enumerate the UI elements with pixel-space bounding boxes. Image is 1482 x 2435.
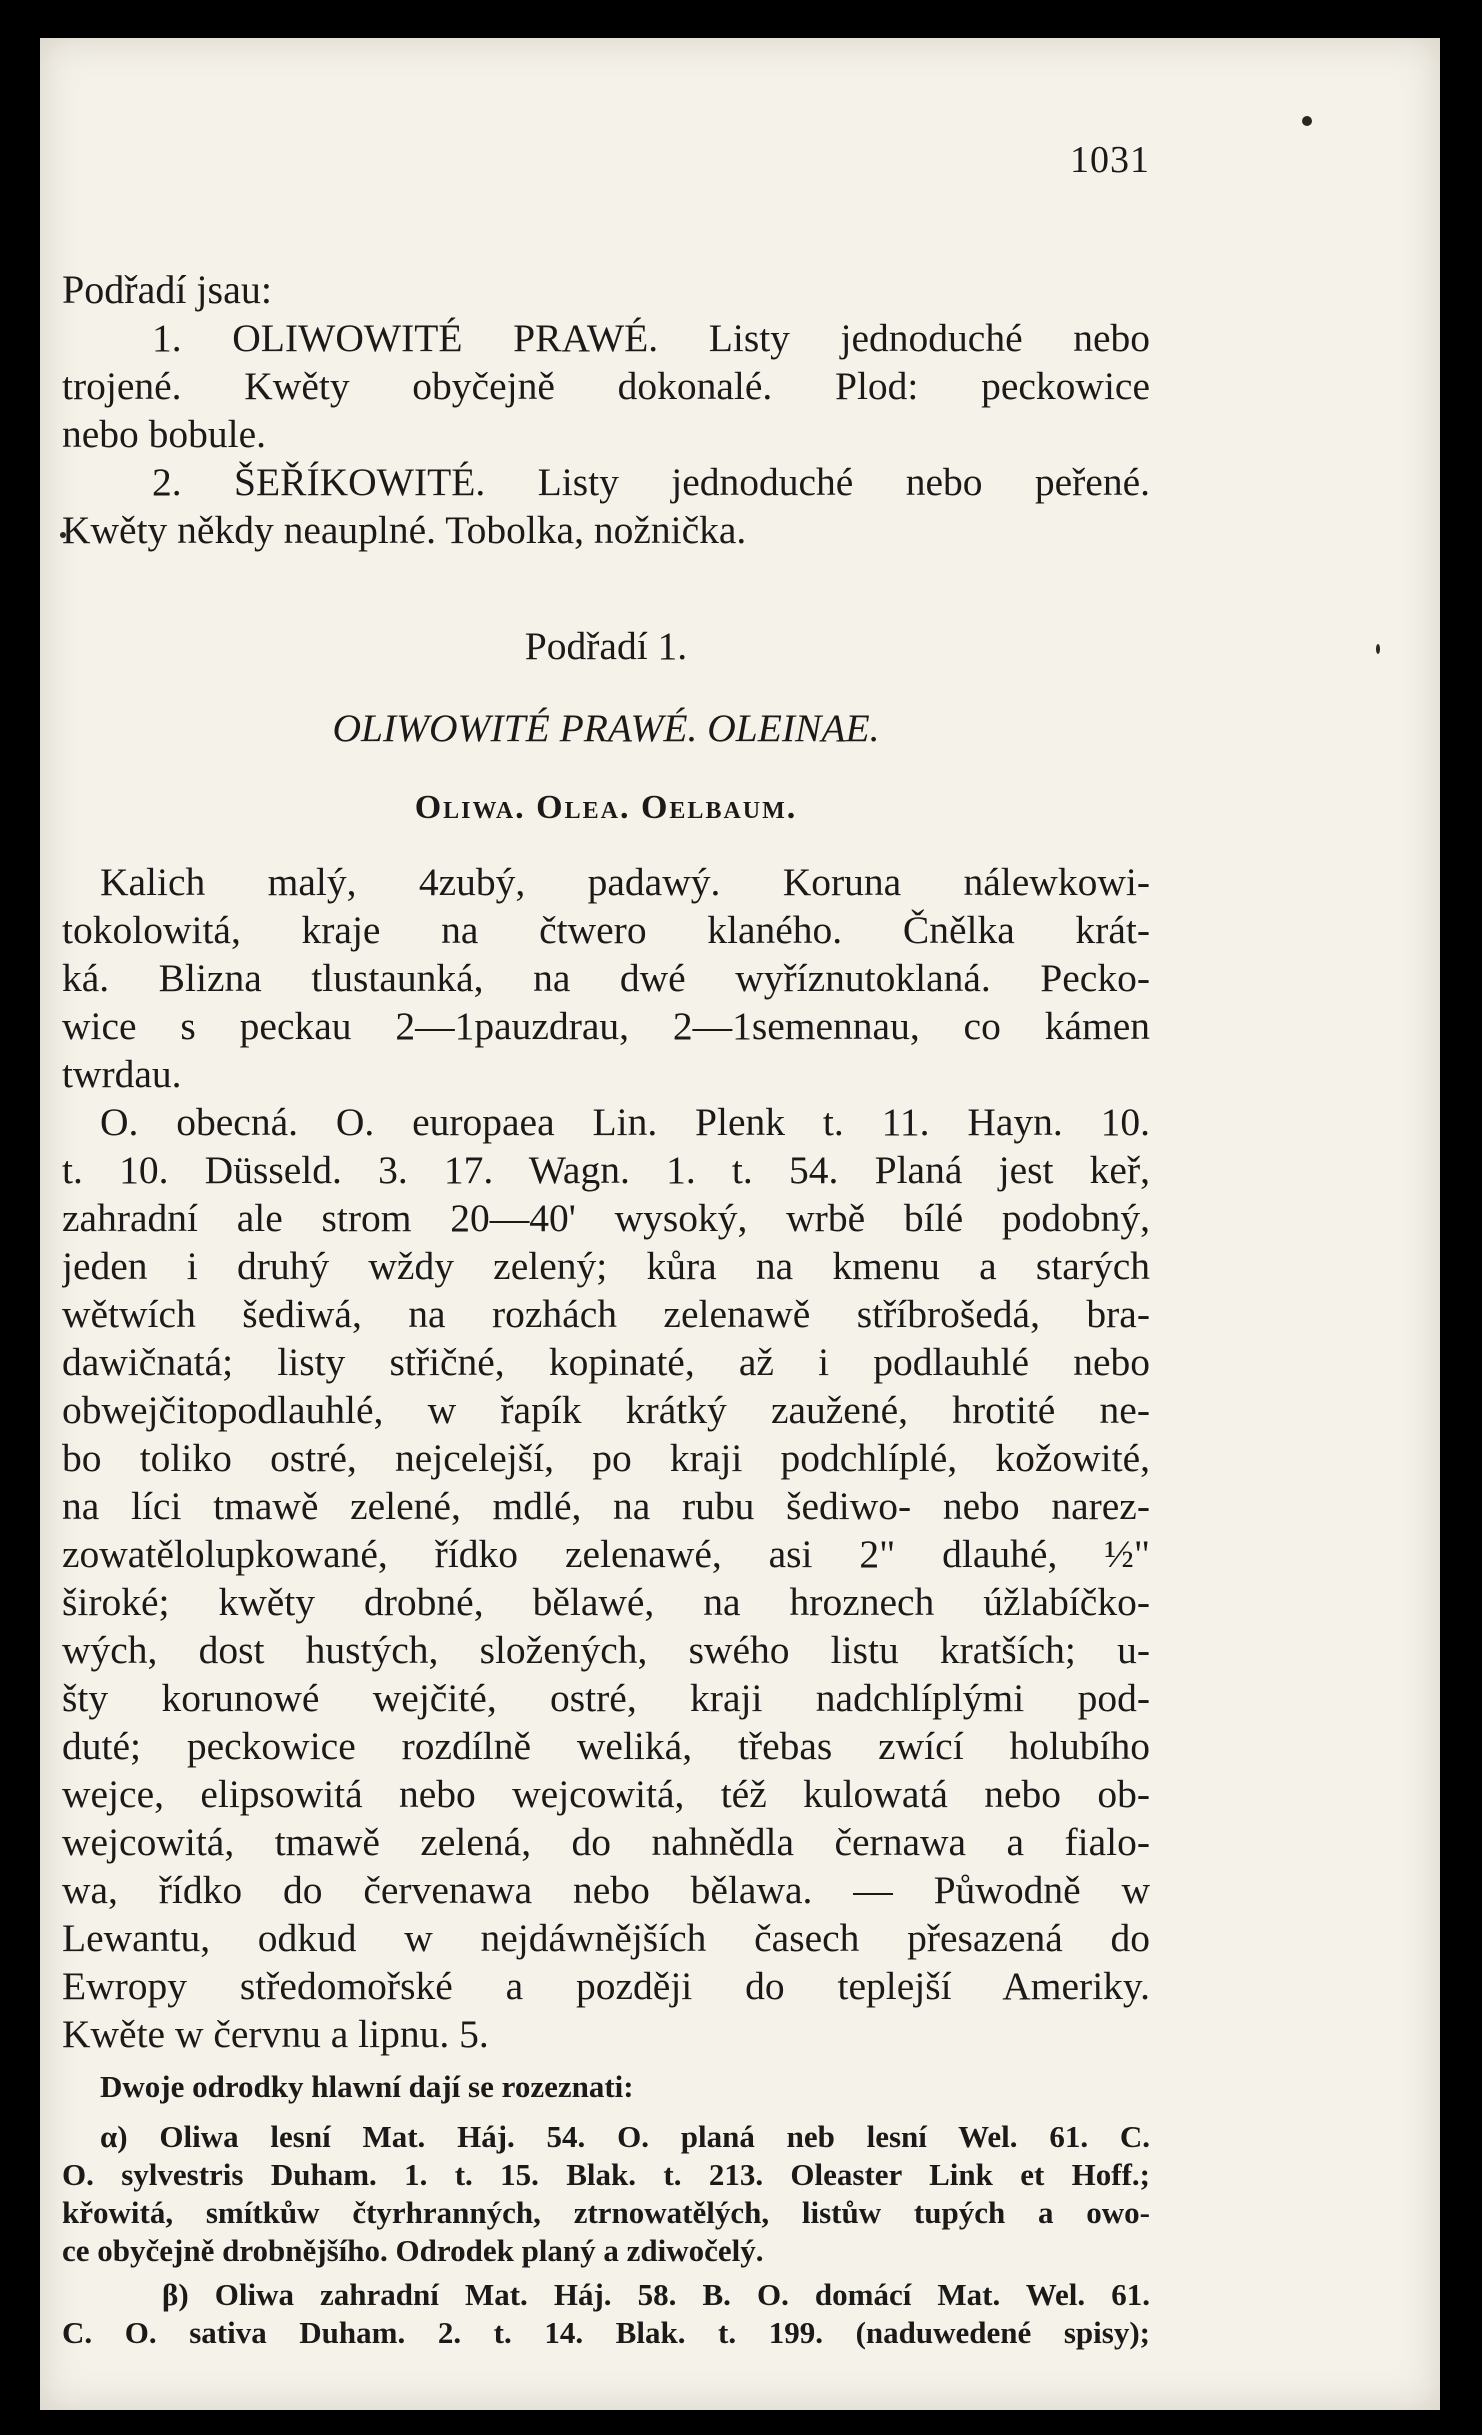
text-line: Lewantu, odkud w nejdáwnějších časech přesazená do: [62, 1916, 1150, 1960]
page-content: [62, 38, 1150, 2410]
text-line: Dwoje odrodky hlawní dají se rozeznati:: [100, 2069, 634, 2104]
text-line: široké; kwěty drobné, bělawé, na hroznech úžlabíčko-: [62, 1580, 1150, 1624]
text-line: jeden i druhý wždy zelený; kůra na kmenu a starých: [62, 1244, 1150, 1288]
text-line: wětwích šediwá, na rozhách zelenawě stříbrošedá, bra-: [62, 1292, 1150, 1336]
text-line: t. 10. Düsseld. 3. 17. Wagn. 1. t. 54. Planá jest keř,: [62, 1148, 1150, 1192]
text-line: křowitá, smítkůw čtyrhranných, ztrnowatělých, listůw tupých a owo-: [62, 2195, 1150, 2230]
text-line: wejce, elipsowitá nebo wejcowitá, též kulowatá nebo ob-: [62, 1772, 1150, 1816]
text-line: Ewropy středomořské a později do teplejší Ameriky.: [62, 1964, 1150, 2008]
text-line: OLIWOWITÉ PRAWÉ. OLEINAE.: [332, 706, 880, 750]
text-line: Podřadí jsau:: [62, 267, 272, 312]
ink-spot: [1376, 644, 1380, 654]
text-line: Kwěty někdy neauplné. Tobolka, nožnička.: [62, 508, 747, 552]
text-line: β) Oliwa zahradní Mat. Háj. 58. B. O. domácí Mat. Wel. 61.: [162, 2277, 1150, 2312]
book-page: [40, 38, 1440, 2410]
text-line: trojené. Kwěty obyčejně dokonalé. Plod: peckowice: [62, 364, 1150, 408]
text-line: α) Oliwa lesní Mat. Háj. 54. O. planá neb lesní Wel. 61. C.: [100, 2119, 1150, 2154]
text-line: wých, dost hustých, složených, swého listu kratších; u-: [62, 1628, 1150, 1672]
text-line: ká. Blizna tlustaunká, na dwé wyříznutoklaná. Pecko-: [62, 956, 1150, 1000]
text-line: Kwěte w červnu a lipnu. 5.: [62, 2012, 489, 2056]
text-line: 1. OLIWOWITÉ PRAWÉ. Listy jednoduché nebo: [152, 316, 1150, 360]
text-line: Oliwa. Olea. Oelbaum.: [414, 789, 798, 826]
text-line: O. sylvestris Duham. 1. t. 15. Blak. t. 213. Oleaster Link et Hoff.;: [62, 2157, 1150, 2192]
text-line: wice s peckau 2—1pauzdrau, 2—1semennau, co kámen: [62, 1004, 1150, 1048]
text-line: wa, řídko do červenawa nebo bělawa. — Půwodně w: [62, 1868, 1150, 1912]
text-line: Podřadí 1.: [524, 624, 688, 668]
text-line: duté; peckowice rozdílně weliká, třebas zwící holubího: [62, 1724, 1150, 1768]
text-line: Kalich malý, 4zubý, padawý. Koruna nálewkowi-: [100, 860, 1150, 904]
text-line: nebo bobule.: [62, 412, 267, 456]
text-line: na líci tmawě zelené, mdlé, na rubu šediwo- nebo narez-: [62, 1484, 1150, 1528]
text-line: wejcowitá, tmawě zelená, do nahnědla černawa a fialo-: [62, 1820, 1150, 1864]
text-line: zowatělolupkowané, řídko zelenawé, asi 2" dlauhé, ½": [62, 1532, 1150, 1576]
text-line: šty korunowé wejčité, ostré, kraji nadchlíplými pod-: [62, 1676, 1150, 1720]
text-line: obwejčitopodlauhlé, w řapík krátký zaužené, hrotité ne-: [62, 1388, 1150, 1432]
text-line: C. O. sativa Duham. 2. t. 14. Blak. t. 199. (naduwedené spisy);: [62, 2315, 1150, 2350]
text-line: dawičnatá; listy střičné, kopinaté, až i podlauhlé nebo: [62, 1340, 1150, 1384]
page-number: 1031: [1070, 139, 1150, 181]
ink-spot: [1302, 116, 1312, 126]
text-line: zahradní ale strom 20—40' wysoký, wrbě bílé podobný,: [62, 1196, 1150, 1240]
text-line: O. obecná. O. europaea Lin. Plenk t. 11. Hayn. 10.: [100, 1100, 1150, 1144]
text-line: tokolowitá, kraje na čtwero klaného. Čnělka krát-: [62, 908, 1150, 952]
text-line: bo toliko ostré, nejcelejší, po kraji podchlíplé, kožowité,: [62, 1436, 1150, 1480]
text-line: ce obyčejně drobnějšího. Odrodek planý a zdiwočelý.: [62, 2233, 764, 2268]
text-line: twrdau.: [62, 1052, 182, 1096]
text-line: 2. ŠEŘÍKOWITÉ. Listy jednoduché nebo peřené.: [152, 460, 1150, 504]
